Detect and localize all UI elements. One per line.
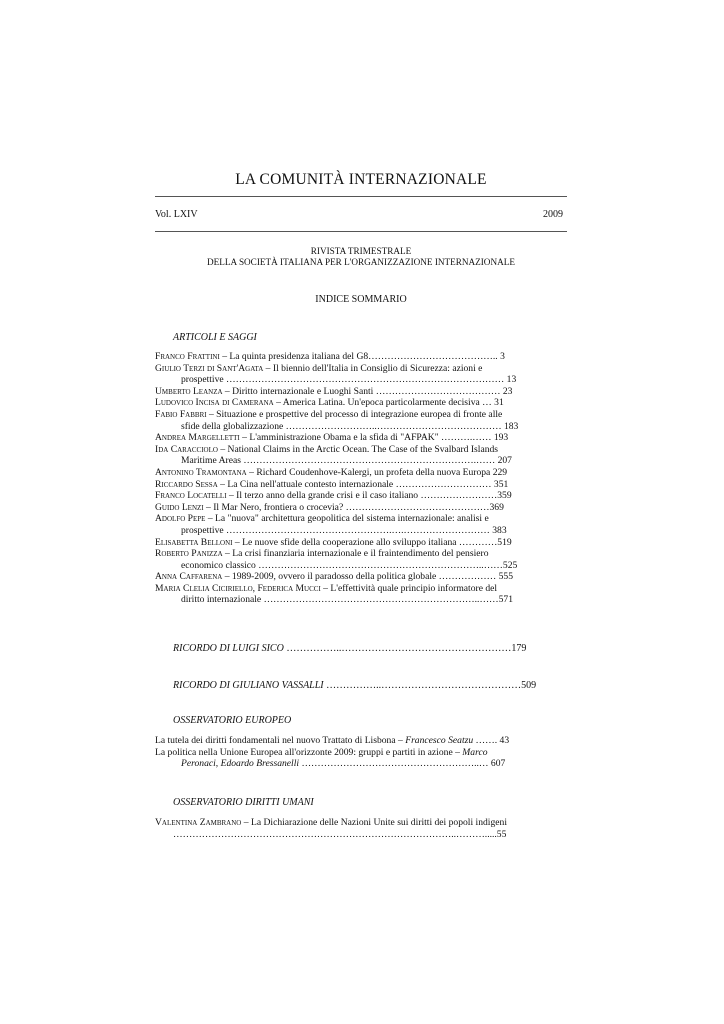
entry-title: – 1989-2009, ovvero il paradosso della politica globale ……………… 555 [222, 571, 514, 583]
entry-title: – La Dichiarazione delle Nazioni Unite sui diritti dei popoli indigeni [241, 817, 507, 828]
entry-title: – La quinta presidenza italiana del G8………………………………….. 3 [219, 351, 505, 362]
entry-line [155, 571, 567, 583]
entry-author: Valentina Zambrano [155, 817, 242, 828]
entry-line-cont: Maritime Areas ……………………………………………………………….…… 207 [181, 455, 512, 467]
list-item [155, 571, 567, 583]
entry-line [155, 537, 567, 549]
entry-title: – La Cina nell'attuale contesto internazionale ………………………… 351 [217, 478, 509, 490]
entry-line-cont: sfide della globalizzazione ………………………..………………………………… 183 [181, 420, 519, 432]
section-heading-osservatorio-europeo: OSSERVATORIO EUROPEO [173, 715, 292, 726]
entry-author: Ida Caracciolo [155, 443, 218, 455]
entry-line [155, 467, 567, 479]
entry-line [155, 502, 567, 514]
list-item [155, 548, 567, 571]
list-item [155, 351, 567, 363]
list-item [155, 735, 567, 747]
entry-text: La politica nella Unione Europea all'orizzonte 2009: gruppi e partiti in azione – [155, 746, 463, 758]
entry-page: ………………………………………………..… 607 [299, 758, 506, 770]
list-item [155, 386, 567, 398]
entry-line-cont: economico classico ……………………………………………………………..……525 [181, 559, 518, 571]
entry-line [155, 409, 567, 421]
section-heading-articoli: ARTICOLI E SAGGI [173, 332, 257, 343]
list-item [155, 363, 567, 386]
entry-line [155, 817, 567, 829]
entry-line-cont: prospettive …………………………………………………………………………… 13 [181, 374, 517, 386]
entry-author: Ludovico Incisa di Camerana [155, 397, 274, 409]
entry-line [155, 513, 567, 525]
entry-author: Franco Frattini [155, 351, 220, 362]
entry-line [155, 363, 567, 375]
entry-title: – Situazione e prospettive del processo di integrazione europea di fronte alle [206, 408, 503, 420]
entry-title: – Richard Coudenhove-Kalergi, un profeta della nuova Europa 229 [246, 466, 508, 478]
volume-year: 2009 [543, 209, 563, 220]
entry-author: Peronaci, Edoardo Bressanelli [181, 758, 300, 770]
journal-title: LA COMUNITÀ INTERNAZIONALE [235, 171, 487, 188]
entry-title: – L'effettività quale principio informatore del [320, 582, 498, 594]
entry-line [155, 479, 567, 491]
rule-bottom [155, 231, 567, 232]
entry-line [155, 397, 567, 409]
ricordo-sico [173, 643, 526, 654]
section-heading-osservatorio-diritti: OSSERVATORIO DIRITTI UMANI [173, 797, 314, 808]
list-item [155, 583, 567, 606]
entry-title: – L'amministrazione Obama e la sfida di "AFPAK" ……….…… 193 [239, 432, 509, 444]
entry-title: – Il Mar Nero, frontiera o crocevia? ………………………………………369 [203, 501, 504, 513]
entry-line-cont: diritto internazionale …………………………………………………………..……571 [181, 594, 514, 606]
osservatorio-diritti-list [155, 817, 567, 840]
osservatorio-europeo-list [155, 735, 567, 770]
entry-author: Guido Lenzi [155, 501, 204, 513]
entry-author: Antonino Tramontana [155, 466, 247, 478]
entry-line-cont [155, 758, 567, 770]
entry-title: – Le nuove sfide della cooperazione allo sviluppo italiana …………519 [232, 536, 512, 548]
entry-author: Fabio Fabbri [155, 408, 207, 420]
entry-line [155, 735, 567, 747]
entry-line [155, 386, 567, 398]
entry-line [155, 351, 567, 363]
entry-author: Anna Caffarena [155, 571, 223, 583]
list-item [155, 444, 567, 467]
rule-top [155, 196, 567, 197]
list-item [155, 432, 567, 444]
ricordo-vassalli-page: ……………..……………………………………509 [323, 680, 537, 691]
list-item [155, 537, 567, 549]
entry-line [155, 490, 567, 502]
entry-author: Umberto Leanza [155, 385, 223, 397]
subtitle-line-1: RIVISTA TRIMESTRALE [310, 246, 412, 256]
volume-line [155, 209, 567, 220]
list-item [155, 479, 567, 491]
entry-title: – America Latina. Un'epoca particolarmente decisiva … 31 [273, 397, 504, 409]
entry-line [155, 583, 567, 595]
entry-page: ……. 43 [473, 735, 510, 746]
entry-title: – La crisi finanziaria internazionale e il fraintendimento del pensiero [222, 548, 489, 560]
entry-author: Maria Clelia Ciciriello, Federica Mucci [155, 582, 321, 594]
entry-line [155, 432, 567, 444]
entry-line-cont: ……………………………………………………………………………..……….....55 [173, 828, 507, 840]
volume-number: Vol. LXIV [155, 209, 198, 220]
entry-author: Riccardo Sessa [155, 478, 218, 490]
ricordo-vassalli-label: RICORDO DI GIULIANO VASSALLI [173, 680, 324, 691]
entry-author: Andrea Margelletti [155, 432, 240, 444]
index-heading: INDICE SOMMARIO [315, 294, 407, 305]
entry-title: – National Claims in the Arctic Ocean. The Case of the Svalbard Islands [217, 443, 499, 455]
entry-author: Roberto Panizza [155, 548, 223, 560]
entry-title: – La "nuova" architettura geopolitica del sistema internazionale: analisi e [205, 513, 489, 525]
entry-text: La tutela dei diritti fondamentali nel nuovo Trattato di Lisbona – [155, 735, 406, 746]
list-item [155, 747, 567, 770]
entry-line-cont: prospettive …………………………………………….….……………………… 383 [181, 524, 507, 536]
list-item [155, 513, 567, 536]
list-item [155, 502, 567, 514]
list-item [155, 397, 567, 409]
subtitle-line-2: DELLA SOCIETÀ ITALIANA PER L'ORGANIZZAZIONE INTERNAZIONALE [207, 257, 515, 267]
entry-title: – Il terzo anno della grande crisi e il caso italiano ……………………359 [226, 490, 512, 502]
entry-title: – Il biennio dell'Italia in Consiglio di Sicurezza: azioni e [263, 362, 483, 374]
entry-line [155, 444, 567, 456]
articoli-list [155, 351, 567, 606]
entry-line [155, 548, 567, 560]
entry-line [155, 747, 567, 759]
ricordo-sico-label: RICORDO DI LUIGI SICO [173, 643, 284, 654]
ricordo-vassalli [173, 680, 536, 691]
list-item [155, 817, 567, 840]
entry-author: Marco [462, 746, 488, 758]
entry-author: Giulio Terzi di Sant'Agata [155, 362, 264, 374]
list-item [155, 490, 567, 502]
entry-author: Francesco Seatzu [405, 735, 474, 746]
ricordo-sico-page: ……………..……………………………………………179 [283, 643, 527, 654]
entry-author: Elisabetta Belloni [155, 536, 233, 548]
list-item [155, 409, 567, 432]
entry-author: Franco Locatelli [155, 490, 227, 502]
entry-title: – Diritto internazionale e Luoghi Santi ………………………………… 23 [222, 385, 513, 397]
list-item [155, 467, 567, 479]
entry-author: Adolfo Pepe [155, 513, 206, 525]
